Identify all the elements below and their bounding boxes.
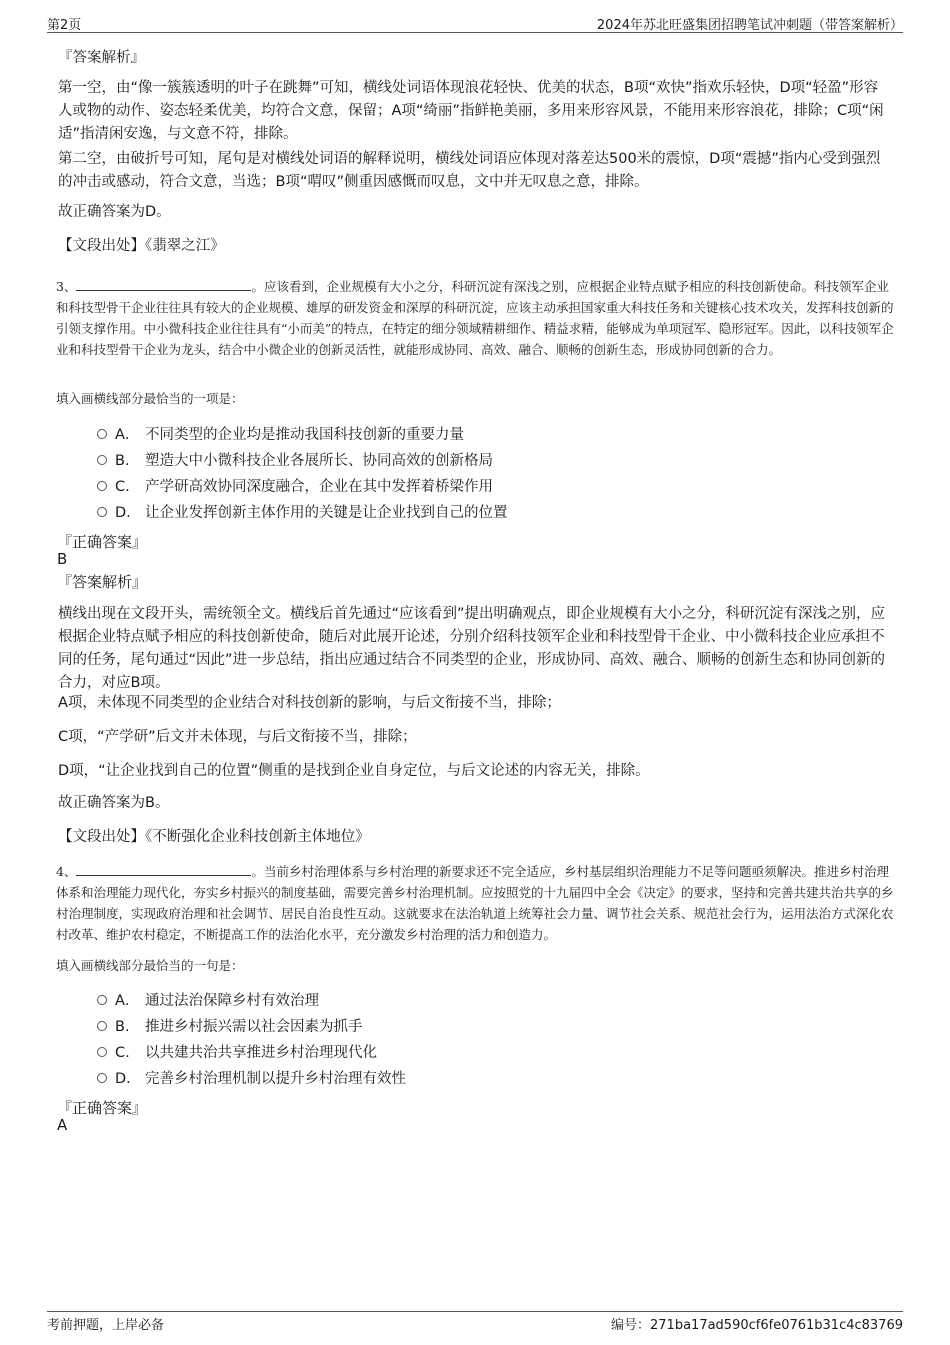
option-letter: D. xyxy=(115,1071,131,1087)
radio-icon[interactable] xyxy=(97,1073,107,1083)
option-letter: B. xyxy=(115,1019,130,1035)
fill-blank xyxy=(76,278,251,291)
question-text: 。应该看到，企业规模有大小之分，科研沉淀有深浅之别，应根据企业特点赋予相应的科技创新使命。科技领军企业和科技型骨干企业往往具有较大的企业规模、雄厚的研发资金和深厚的科研沉淀，应该主动承担国家重大科技任务和关键核心技术攻关，发挥科技创新的引领支撑作用。中小微科技企业往往具有“小而美”的特点，在特定的细分领域精耕细作、精益求精，能够成为单项冠军、隐形冠军。因此，以科技领军企业和科技型骨干企业为龙头，结合中小微企业的创新灵活性，就能形成协同、高效、融合、顺畅的创新生态，形成协同创新的合力。 xyxy=(56,279,894,357)
analysis-paragraph: 第一空，由“像一簇簇透明的叶子在跳舞”可知，横线处词语体现浪花轻快、优美的状态，B项“欢快”指欢乐轻快，D项“轻盈”形容人或物的动作、姿态轻柔优美，均符合文意，保留；A项“绮丽”指鲜艳美丽，多用来形容风景，不能用来形容浪花，排除；C项“闲适”指清闲安逸，与文意不符，排除。 xyxy=(58,80,884,142)
option-letter: A． xyxy=(115,427,140,443)
code-value: 271ba17ad590cf6fe0761b31c4c83769 xyxy=(650,1318,903,1333)
text-source: 【文段出处】《翡翠之江》 xyxy=(58,238,225,254)
text-source: 【文段出处】《不断强化企业科技创新主体地位》 xyxy=(58,829,370,845)
analysis-reason-d: D项，“让企业找到自己的位置”侧重的是找到企业自身定位，与后文论述的内容无关，排除。 xyxy=(58,763,650,779)
radio-icon[interactable] xyxy=(97,1021,107,1031)
question-prompt: 填入画横线部分最恰当的一句是： xyxy=(56,958,244,973)
correct-answer-label: 『正确答案』 xyxy=(57,1099,148,1117)
option-d[interactable] xyxy=(97,501,508,525)
correct-answer: A xyxy=(57,1116,68,1134)
answer-analysis-label: 『答案解析』 xyxy=(57,573,148,591)
option-letter: C. xyxy=(115,479,130,495)
question-text: 。当前乡村治理体系与乡村治理的新要求还不完全适应，乡村基层组织治理能力不足等问题亟须解决。推进乡村治理体系和治理能力现代化，夯实乡村振兴的制度基础，需要完善乡村治理机制。应按照党的十九届四中全会《决定》的要求，坚持和完善共建共治共享的乡村治理制度，实现政府治理和社会调节、居民自治良性互动。这就要求在法治轨道上统筹社会力量、调节社会关系、规范社会行为，运用法治方式深化农村改革、维护农村稳定，不断提高工作的法治化水平，充分激发乡村治理的活力和创造力。 xyxy=(56,864,894,942)
analysis-conclusion: 故正确答案为D。 xyxy=(58,204,171,220)
option-a[interactable] xyxy=(97,423,464,447)
page-number: 第2页 xyxy=(47,18,82,33)
option-text: 通过法治保障乡村有效治理 xyxy=(145,993,319,1009)
option-text: 以共建共治共享推进乡村治理现代化 xyxy=(145,1045,377,1061)
radio-icon[interactable] xyxy=(97,429,107,439)
correct-answer-label: 『正确答案』 xyxy=(57,533,148,551)
document-title: 2024年苏北旺盛集团招聘笔试冲刺题（带答案解析） xyxy=(596,18,903,33)
radio-icon[interactable] xyxy=(97,507,107,517)
correct-answer: B xyxy=(57,550,68,568)
code-label: 编号： xyxy=(611,1318,651,1333)
analysis-paragraph: 第二空，由破折号可知，尾句是对横线处词语的解释说明，横线处词语应体现对落差达500米的震惊，D项“震撼”指内心受到强烈的冲击或感动，符合文意，当选；B项“喟叹”侧重因感慨而叹息，文中并无叹息之意，排除。 xyxy=(58,151,881,190)
option-a[interactable] xyxy=(97,989,319,1013)
question-prompt: 填入画横线部分最恰当的一项是： xyxy=(56,391,244,406)
option-text: 推进乡村振兴需以社会因素为抓手 xyxy=(145,1019,363,1035)
option-text: 不同类型的企业均是推动我国科技创新的重要力量 xyxy=(145,427,464,443)
radio-icon[interactable] xyxy=(97,481,107,491)
option-letter: C. xyxy=(115,1045,130,1061)
analysis-reason-c: C项，“产学研”后文并未体现，与后文衔接不当，排除； xyxy=(58,729,417,745)
radio-icon[interactable] xyxy=(97,455,107,465)
option-text: 让企业发挥创新主体作用的关键是让企业找到自己的位置 xyxy=(145,505,508,521)
radio-icon[interactable] xyxy=(97,1047,107,1057)
footer-slogan: 考前押题，上岸必备 xyxy=(47,1318,165,1333)
page-footer xyxy=(47,1311,903,1332)
option-letter: A． xyxy=(115,993,140,1009)
option-text: 完善乡村治理机制以提升乡村治理有效性 xyxy=(145,1071,406,1087)
option-d[interactable] xyxy=(97,1067,406,1091)
option-letter: D. xyxy=(115,505,131,521)
option-b[interactable] xyxy=(97,449,493,473)
question-stem xyxy=(56,861,896,945)
option-b[interactable] xyxy=(97,1015,363,1039)
question-number: 4、 xyxy=(56,864,77,879)
analysis-conclusion: 故正确答案为B。 xyxy=(58,795,170,811)
option-text: 产学研高效协同深度融合，企业在其中发挥着桥梁作用 xyxy=(145,479,493,495)
option-c[interactable] xyxy=(97,475,493,499)
question-stem xyxy=(56,276,896,360)
analysis-reason-a: A项，未体现不同类型的企业结合对科技创新的影响，与后文衔接不当，排除； xyxy=(58,695,561,711)
option-text: 塑造大中小微科技企业各展所长、协同高效的创新格局 xyxy=(145,453,493,469)
answer-analysis-label: 『答案解析』 xyxy=(58,50,145,66)
radio-icon[interactable] xyxy=(97,995,107,1005)
page-header xyxy=(47,12,903,33)
fill-blank xyxy=(76,863,251,876)
analysis-paragraph: 横线出现在文段开头，需统领全文。横线后首先通过“应该看到”提出明确观点，即企业规模有大小之分，科研沉淀有深浅之别，应根据企业特点赋予相应的科技创新使命，随后对此展开论述，分别介绍科技领军企业和科技型骨干企业、中小微科技企业应承担不同的任务，尾句通过“因此”进一步总结，指出应通过结合不同类型的企业，形成协同、高效、融合、顺畅的创新生态和协同创新的合力，对应B项。 xyxy=(58,606,886,691)
question-number: 3、 xyxy=(56,279,77,294)
document-code xyxy=(611,1314,903,1333)
option-letter: B. xyxy=(115,453,130,469)
option-c[interactable] xyxy=(97,1041,377,1065)
